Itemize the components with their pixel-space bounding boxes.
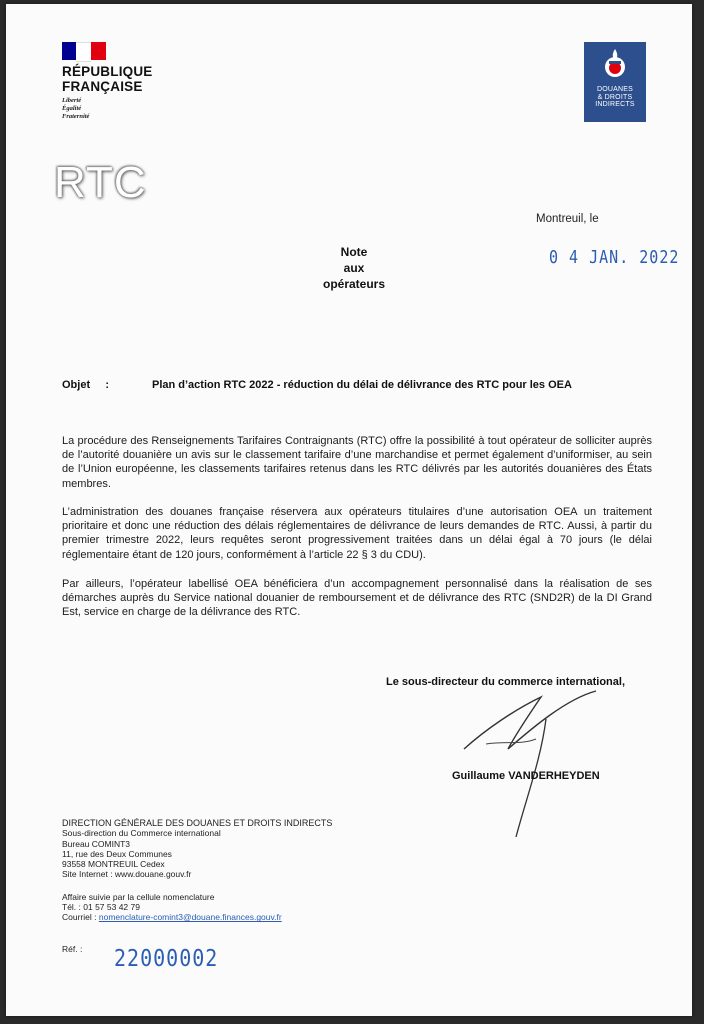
douanes-logo <box>584 42 646 122</box>
footer-org: DIRECTION GÉNÉRALE DES DOUANES ET DROITS INDIRECTS <box>62 818 333 828</box>
rtc-watermark: RTC <box>54 158 147 207</box>
reference-label: Réf. : <box>62 944 83 954</box>
dgddi-line1: DOUANES <box>596 86 634 93</box>
republique-line2: FRANÇAISE <box>62 79 143 94</box>
objet-separator: : <box>105 379 110 391</box>
footer-address-2: Bureau COMINT3 <box>62 838 131 849</box>
objet-line <box>62 379 572 391</box>
douanes-emblem-icon <box>600 47 630 81</box>
date-stamp: 0 4 JAN. 2022 <box>549 246 680 268</box>
note-title-line3: opérateurs <box>322 277 386 291</box>
note-title-line1: Note <box>340 245 368 259</box>
objet-label: Objet <box>62 379 91 391</box>
note-title <box>294 244 414 292</box>
signatory-name: Guillaume VANDERHEYDEN <box>452 770 600 782</box>
footer-address-3: 11, rue des Deux Communes <box>62 848 172 859</box>
signatory-title: Le sous-directeur du commerce international, <box>386 676 626 688</box>
footer-block <box>62 818 332 923</box>
republique-francaise-logo <box>62 42 153 121</box>
footer-followup: Affaire suivie par la cellule nomenclature <box>62 891 215 902</box>
paragraph-2: L’administration des douanes française réservera aux opérateurs titulaires d’une autorisation OEA un traitement prioritaire et donc une réduction des délais réglementaires de délivrance de leurs demandes de RTC. Aussi, à partir du premier trimestre 2022, leurs requêtes seront progressivement traitées dans un délai égal à 70 jours (le délai réglementaire étant de 120 jours, conformément à l’article 22 § 3 du CDU). <box>62 506 652 561</box>
footer-email-link[interactable]: nomenclature-comint3@douane.finances.gouv.fr <box>98 912 282 923</box>
republique-line1: RÉPUBLIQUE <box>62 64 153 79</box>
paragraph-3: Par ailleurs, l’opérateur labellisé OEA bénéficiera d’un accompagnement personnalisé dans la réalisation de ses démarches auprès du Service national douanier de remboursement et de délivrance des RTC (SND2R) de la DI Grand Est, service en charge de la délivrance des RTC. <box>62 578 652 619</box>
handwritten-signature <box>446 689 606 839</box>
document-page <box>6 4 692 1016</box>
footer-courriel-label: Courriel : <box>62 912 97 923</box>
motto-fraternite: Fraternité <box>62 113 90 120</box>
footer-address-1: Sous-direction du Commerce international <box>62 828 221 839</box>
footer-website: Site Internet : www.douane.gouv.fr <box>62 869 192 880</box>
objet-text: Plan d’action RTC 2022 - réduction du délai de délivrance des RTC pour les OEA <box>152 379 572 391</box>
footer-address-4: 93558 MONTREUIL Cedex <box>62 859 165 870</box>
motto-liberte: Liberté <box>62 97 82 104</box>
dgddi-line3: INDIRECTS <box>595 101 635 108</box>
note-title-line2: aux <box>343 261 365 275</box>
french-flag-icon <box>62 42 106 60</box>
motto-egalite: Égalité <box>62 105 82 112</box>
place-label: Montreuil, le <box>536 213 599 225</box>
dgddi-line2: & DROITS <box>597 93 633 101</box>
reference-number: 22000002 <box>114 944 219 972</box>
footer-tel: Tél. : 01 57 53 42 79 <box>62 902 140 913</box>
paragraph-1: La procédure des Renseignements Tarifaires Contraignants (RTC) offre la possibilité à tout opérateur de solliciter auprès de l’autorité douanière un avis sur le classement tarifaire d’une marchandise et permet également d’uniformiser, au sein de l’Union européenne, les classements tarifaires retenus dans les RTC délivrés par les autorités douanières des États membres. <box>62 435 652 490</box>
